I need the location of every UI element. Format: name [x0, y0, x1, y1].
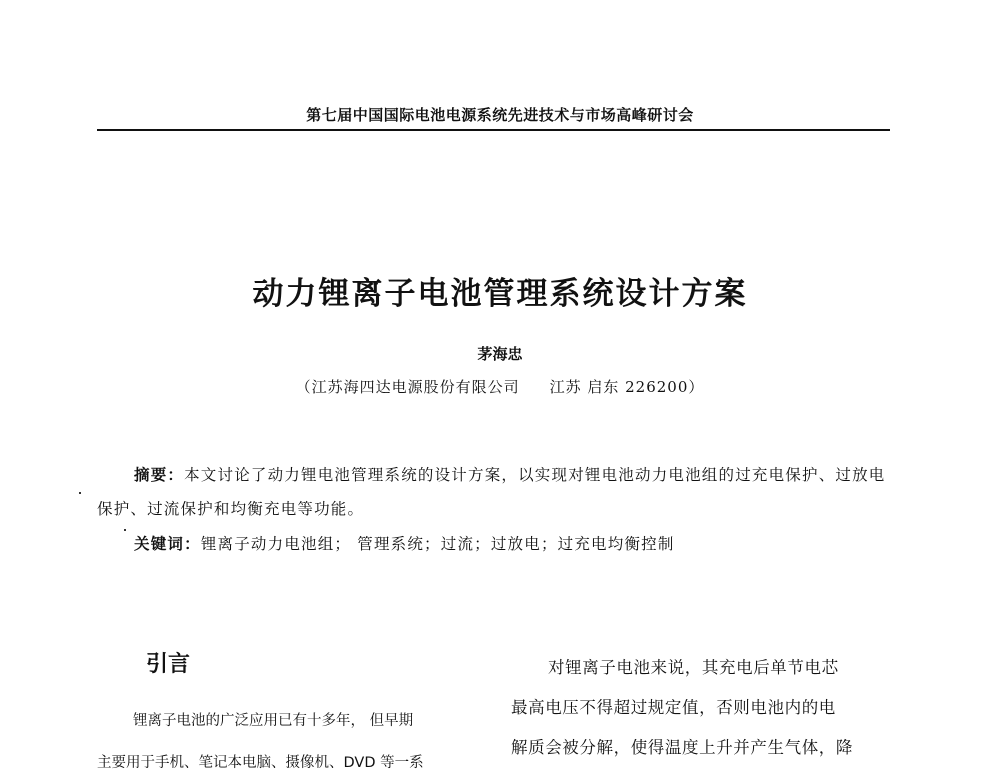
left-column — [97, 700, 477, 784]
scan-speck — [124, 529, 126, 531]
paper-title: 动力锂离子电池管理系统设计方案 — [252, 276, 748, 312]
header-divider — [97, 129, 890, 131]
section-heading: 引言 — [146, 651, 191, 677]
abstract-text: 本文讨论了动力锂电池管理系统的设计方案，以实现对锂电池动力电池组的过充电保护、过放电保护、过流保护和均衡充电等功能。 — [97, 466, 886, 518]
affiliation-company: （江苏海四达电源股份有限公司 — [295, 378, 520, 396]
affiliation-location: 江苏 启东 226200） — [549, 378, 705, 396]
author-name: 茅海忠 — [477, 345, 523, 363]
keywords — [134, 532, 894, 554]
affiliation — [0, 376, 1000, 397]
left-column-line: 主要用于手机、笔记本电脑、摄像机、DVD 等一系 — [97, 755, 424, 771]
keywords-text: 锂离子动力电池组； 管理系统；过流；过放电；过充电均衡控制 — [200, 535, 675, 553]
right-column-line: 最高电压不得超过规定值，否则电池内的电 — [511, 698, 836, 717]
keywords-label: 关键词： — [134, 534, 201, 553]
conference-header: 第七届中国国际电池电源系统先进技术与市场高峰研讨会 — [306, 106, 694, 124]
abstract — [97, 458, 897, 526]
right-column-line: 解质会被分解，使得温度上升并产生气体，降 — [511, 738, 853, 757]
right-column-line: 对锂离子电池来说，其充电后单节电芯 — [548, 658, 839, 677]
right-column — [511, 648, 891, 768]
abstract-label: 摘要： — [134, 465, 185, 484]
left-column-line: 锂离子电池的广泛应用已有十多年， 但早期 — [133, 713, 414, 729]
scan-speck — [79, 492, 81, 494]
